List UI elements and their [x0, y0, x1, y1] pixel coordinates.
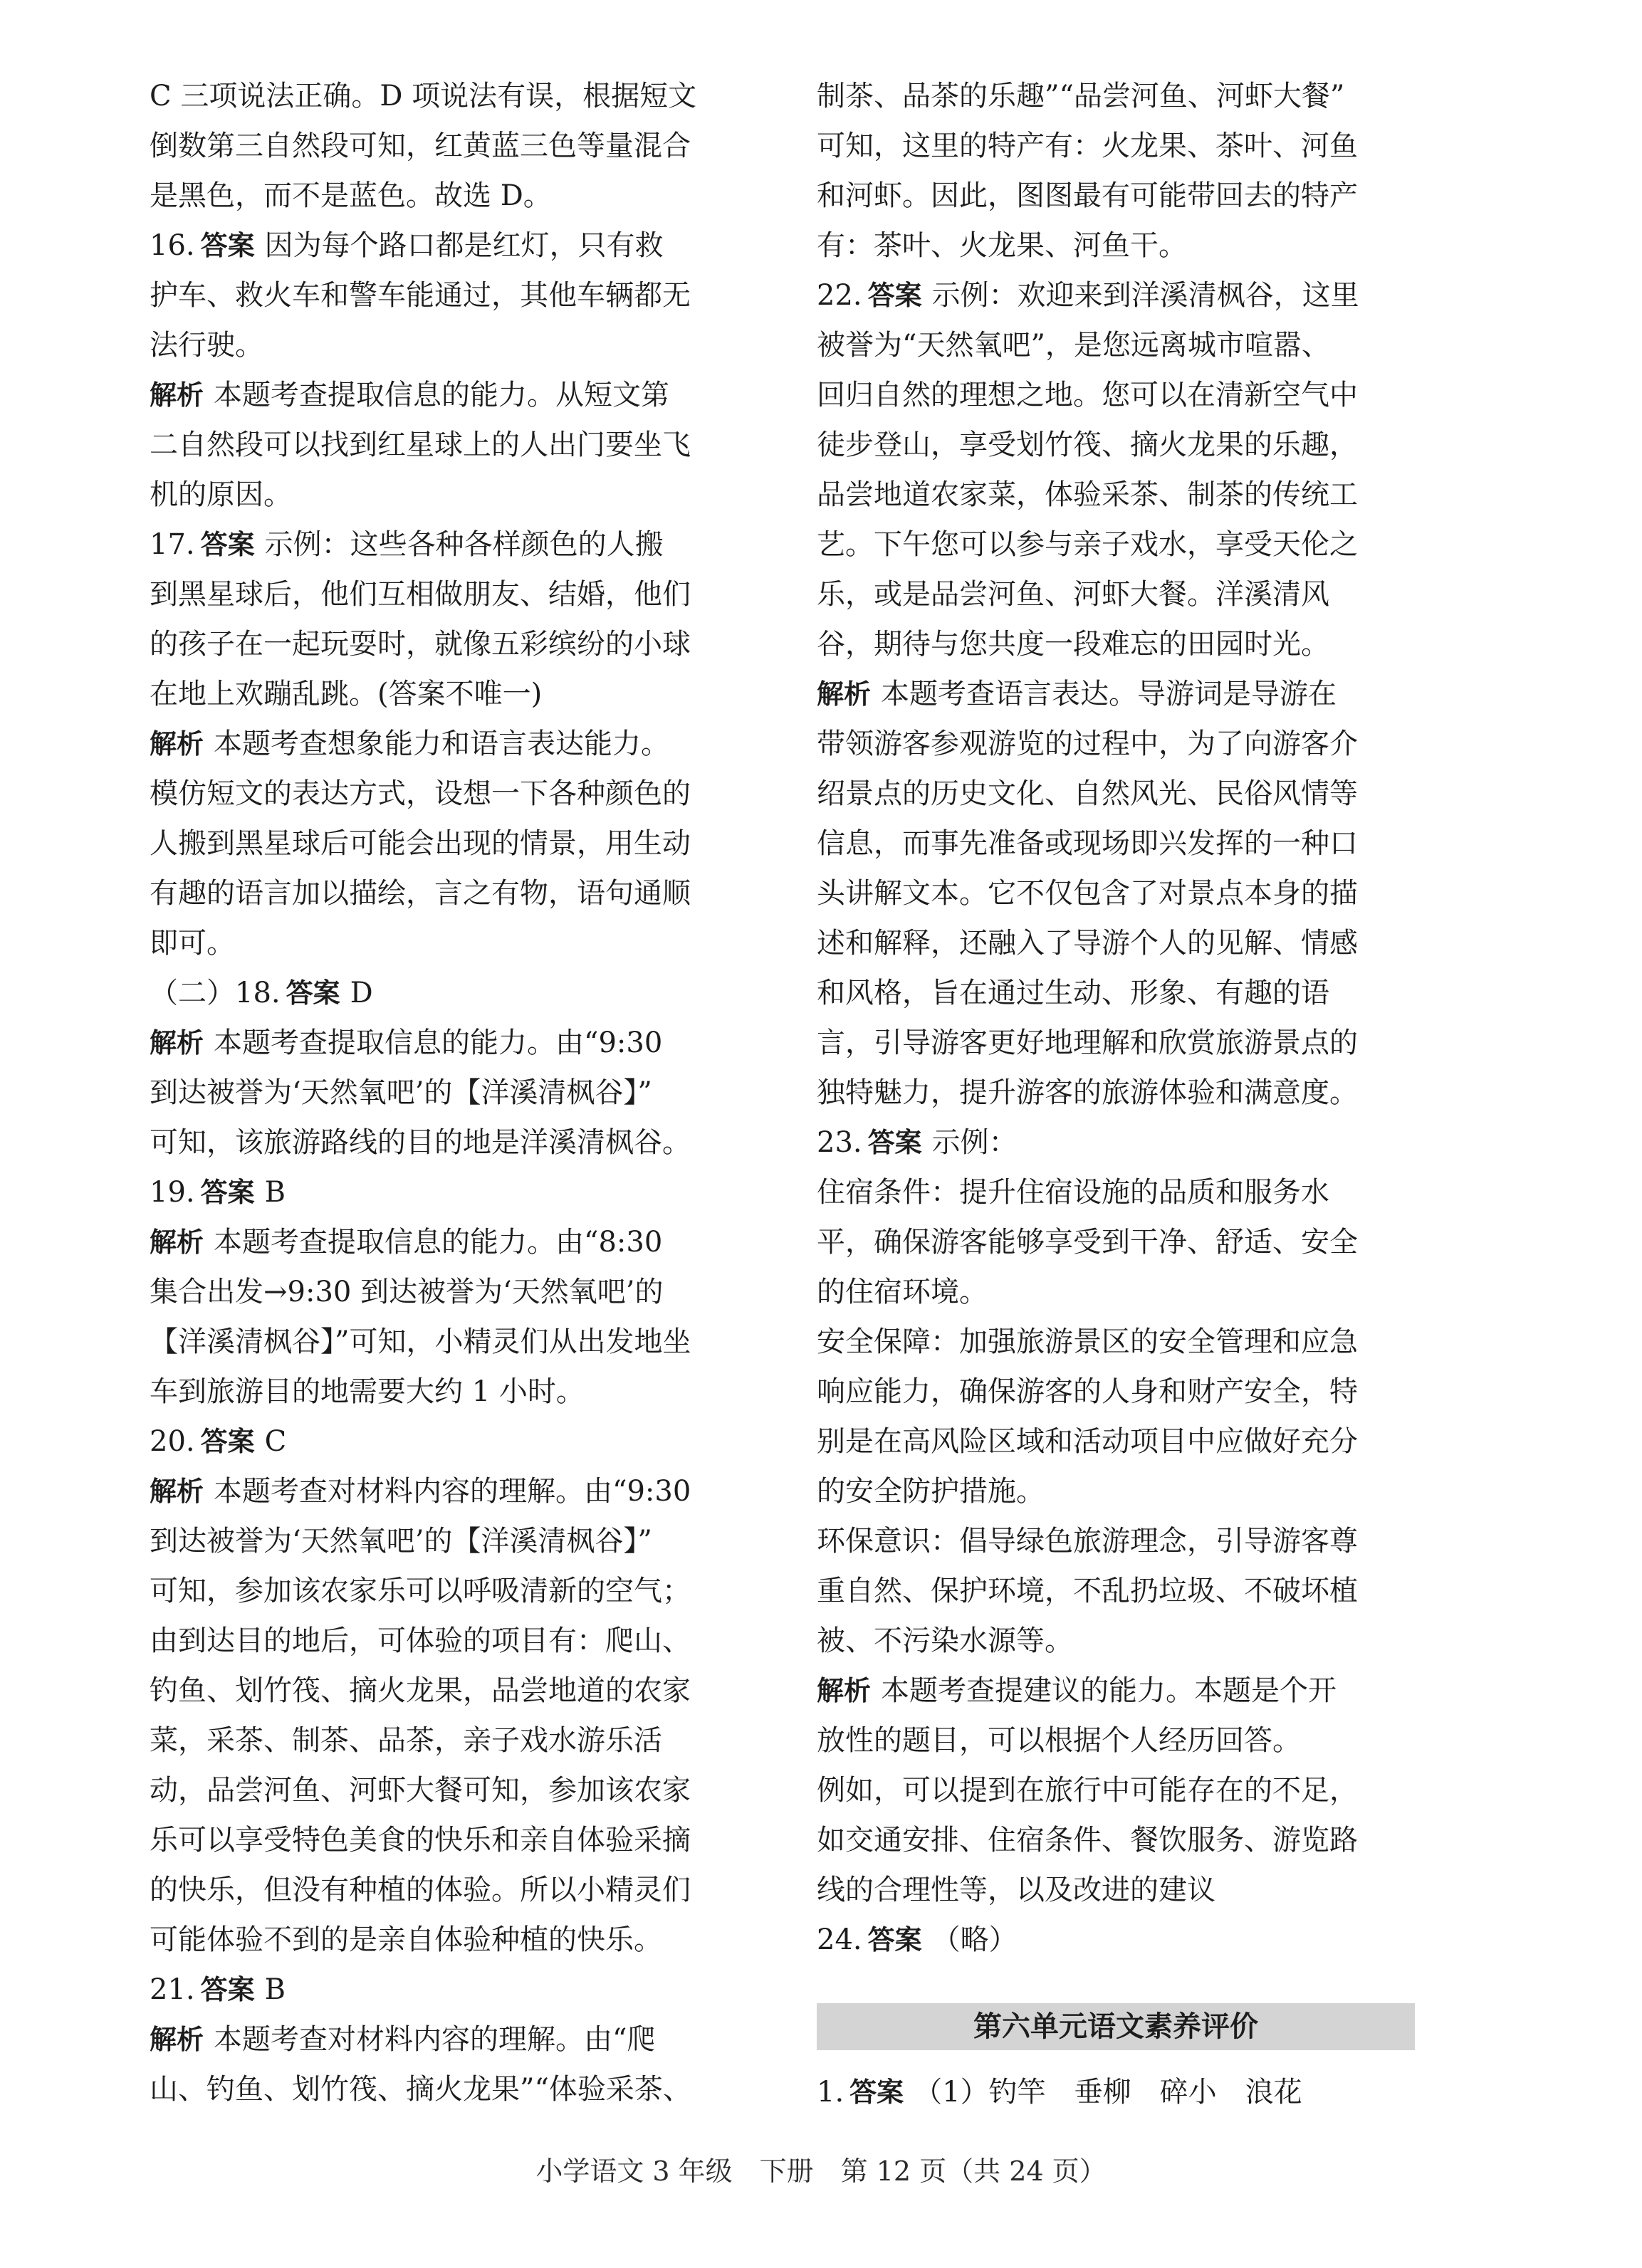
line-text: 是黑色，而不是蓝色。故选 D。 — [150, 179, 552, 212]
text-line — [150, 221, 762, 271]
text-line — [817, 819, 1429, 868]
text-line — [817, 1267, 1429, 1317]
line-text: 法行驶。 — [150, 329, 263, 362]
line-text: 头讲解文本。它不仅包含了对景点本身的描 — [817, 877, 1358, 910]
line-text: （1）钓竿 垂柳 碎小 浪花 — [914, 2076, 1302, 2109]
line-text: 和河虾。因此，图图最有可能带回去的特产 — [817, 179, 1358, 212]
text-line — [150, 1965, 762, 2015]
text-line — [817, 1865, 1429, 1915]
text-line — [150, 1466, 762, 1516]
text-line — [150, 1865, 762, 1915]
text-line — [817, 1765, 1429, 1815]
line-text: 艺。下午您可以参与亲子戏水，享受天伦之 — [817, 528, 1358, 561]
line-text: 可知，参加该农家乐可以呼吸清新的空气； — [150, 1575, 691, 1607]
text-line — [817, 2067, 1429, 2117]
text-line — [817, 669, 1429, 719]
line-text: 模仿短文的表达方式，设想一下各种颜色的 — [150, 777, 691, 810]
text-line — [817, 1417, 1429, 1466]
text-line — [817, 1167, 1429, 1217]
question-number: 19. — [150, 1176, 195, 1209]
line-text: 本题考查想象能力和语言表达能力。 — [214, 728, 670, 760]
text-line — [150, 719, 762, 769]
text-line — [150, 769, 762, 819]
text-line — [817, 1118, 1429, 1167]
text-line — [150, 71, 762, 121]
line-text: 本题考查语言表达。导游词是导游在 — [881, 678, 1337, 710]
line-text: 徒步登山，享受划竹筏、摘火龙果的乐趣， — [817, 429, 1358, 461]
text-line — [150, 968, 762, 1018]
analysis-label: 解析 — [150, 2024, 204, 2055]
text-line — [817, 619, 1429, 669]
line-text: 的快乐，但没有种植的体验。所以小精灵们 — [150, 1874, 691, 1906]
text-line — [817, 171, 1429, 221]
text-line — [150, 1566, 762, 1616]
line-text: 谷，期待与您共度一段难忘的田园时光。 — [817, 628, 1329, 661]
question-number: （二）18. — [150, 977, 281, 1009]
answer-label: 答案 — [200, 529, 255, 560]
answer-label: 答案 — [200, 1974, 255, 2005]
text-line — [817, 1068, 1429, 1118]
line-text: 被誉为“天然氧吧”，是您远离城市喧嚣、 — [817, 329, 1330, 362]
text-line — [150, 171, 762, 221]
line-text: 本题考查提建议的能力。本题是个开 — [881, 1674, 1337, 1707]
line-text: 制茶、品茶的乐趣”“品尝河鱼、河虾大餐” — [817, 80, 1345, 112]
text-line — [817, 1367, 1429, 1417]
line-text: 带领游客参观游览的过程中，为了向游客介 — [817, 728, 1358, 760]
answer-label: 答案 — [200, 1177, 255, 1208]
text-line — [817, 769, 1429, 819]
text-line — [817, 968, 1429, 1018]
text-line — [150, 420, 762, 470]
text-line — [150, 1217, 762, 1267]
line-text: 言，引导游客更好地理解和欣赏旅游景点的 — [817, 1027, 1358, 1059]
text-line — [817, 1317, 1429, 1367]
text-line — [817, 1666, 1429, 1716]
line-text: C — [264, 1425, 287, 1458]
line-text: C 三项说法正确。D 项说法有误，根据短文 — [150, 80, 697, 112]
line-text: 本题考查对材料内容的理解。由“爬 — [214, 2023, 656, 2056]
line-text: 二自然段可以找到红星球上的人出门要坐飞 — [150, 429, 691, 461]
line-text: 山、钓鱼、划竹筏、摘火龙果”“体验采茶、 — [150, 2073, 691, 2106]
line-text: 回归自然的理想之地。您可以在清新空气中 — [817, 379, 1358, 411]
answer-label: 答案 — [200, 1426, 255, 1457]
line-text: 到达被誉为‘天然氧吧’的【洋溪清枫谷】” — [150, 1076, 652, 1109]
line-text: 本题考查对材料内容的理解。由“9:30 — [214, 1475, 691, 1508]
answer-label: 答案 — [867, 1127, 922, 1158]
text-line — [150, 819, 762, 868]
line-text: 放性的题目，可以根据个人经历回答。 — [817, 1724, 1301, 1757]
page-footer: 小学语文 3 年级 下册 第 12 页（共 24 页） — [535, 2156, 1107, 2187]
question-number: 23. — [817, 1126, 862, 1159]
line-text: D — [350, 977, 373, 1009]
text-line — [817, 719, 1429, 769]
text-line — [150, 370, 762, 420]
line-text: 钓鱼、划竹筏、摘火龙果，品尝地道的农家 — [150, 1674, 691, 1707]
text-line — [817, 1915, 1429, 1965]
line-text: 安全保障：加强旅游景区的安全管理和应急 — [817, 1325, 1358, 1358]
text-line — [817, 1217, 1429, 1267]
analysis-label: 解析 — [150, 1227, 204, 1258]
question-number: 17. — [150, 528, 195, 561]
text-line — [817, 1566, 1429, 1616]
left-column — [150, 71, 762, 2114]
line-text: 别是在高风险区域和活动项目中应做好充分 — [817, 1425, 1358, 1458]
text-line — [150, 1765, 762, 1815]
analysis-label: 解析 — [817, 678, 872, 710]
text-line — [150, 619, 762, 669]
line-text: 车到旅游目的地需要大约 1 小时。 — [150, 1375, 585, 1408]
line-text: 乐可以享受特色美食的快乐和亲自体验采摘 — [150, 1824, 691, 1857]
line-text: 因为每个路口都是红灯，只有救 — [264, 229, 664, 262]
line-text: 在地上欢蹦乱跳。(答案不唯一) — [150, 678, 543, 710]
text-line — [150, 1417, 762, 1466]
line-text: 可能体验不到的是亲自体验种植的快乐。 — [150, 1923, 662, 1956]
analysis-label: 解析 — [817, 1675, 872, 1706]
analysis-label: 解析 — [150, 379, 204, 411]
text-line — [817, 1716, 1429, 1765]
question-number: 20. — [150, 1425, 195, 1458]
line-text: 本题考查提取信息的能力。由“9:30 — [214, 1027, 663, 1059]
line-text: B — [264, 1176, 286, 1209]
line-text: 有：茶叶、火龙果、河鱼干。 — [817, 229, 1187, 262]
line-text: 由到达目的地后，可体验的项目有：爬山、 — [150, 1624, 691, 1657]
line-text: 示例： — [931, 1126, 1018, 1159]
line-text: 机的原因。 — [150, 478, 292, 511]
line-text: 到黑星球后，他们互相做朋友、结婚，他们 — [150, 578, 691, 611]
line-text: 绍景点的历史文化、自然风光、民俗风情等 — [817, 777, 1358, 810]
answer-label: 答案 — [849, 2077, 904, 2108]
text-line — [150, 669, 762, 719]
text-line — [150, 1167, 762, 1217]
text-line — [150, 868, 762, 918]
line-text: 住宿条件：提升住宿设施的品质和服务水 — [817, 1176, 1329, 1209]
line-text: 菜，采茶、制茶、品茶，亲子戏水游乐活 — [150, 1724, 662, 1757]
line-text: 重自然、保护环境，不乱扔垃圾、不破坏植 — [817, 1575, 1358, 1607]
text-line — [817, 71, 1429, 121]
line-text: 的住宿环境。 — [817, 1276, 988, 1308]
text-line — [150, 1915, 762, 1965]
line-text: 的孩子在一起玩耍时，就像五彩缤纷的小球 — [150, 628, 691, 661]
text-line — [150, 1018, 762, 1068]
text-line — [150, 1716, 762, 1765]
text-line — [150, 918, 762, 968]
line-text: 示例：这些各种各样颜色的人搬 — [264, 528, 664, 561]
line-text: 乐，或是品尝河鱼、河虾大餐。洋溪清风 — [817, 578, 1329, 611]
line-text: 本题考查提取信息的能力。由“8:30 — [214, 1226, 663, 1259]
line-text: 可知，该旅游路线的目的地是洋溪清枫谷。 — [150, 1126, 691, 1159]
text-line — [817, 1516, 1429, 1566]
analysis-label: 解析 — [150, 1027, 204, 1059]
text-line — [150, 1616, 762, 1666]
question-number: 21. — [150, 1973, 195, 2006]
line-text: 线的合理性等，以及改进的建议 — [817, 1874, 1215, 1906]
line-text: 有趣的语言加以描绘，言之有物，语句通顺 — [150, 877, 691, 910]
text-line — [817, 1466, 1429, 1516]
text-line — [150, 1666, 762, 1716]
line-text: 品尝地道农家菜，体验采茶、制茶的传统工 — [817, 478, 1358, 511]
text-line — [150, 1367, 762, 1417]
answer-label: 答案 — [286, 977, 340, 1009]
text-line — [150, 1068, 762, 1118]
section-header: 第六单元语文素养评价 — [817, 2003, 1415, 2050]
line-text: 环保意识：倡导绿色旅游理念，引导游客尊 — [817, 1525, 1358, 1558]
line-text: B — [264, 1973, 286, 2006]
text-line — [150, 1815, 762, 1865]
line-text: 的安全防护措施。 — [817, 1475, 1045, 1508]
line-text: 到达被誉为‘天然氧吧’的【洋溪清枫谷】” — [150, 1525, 652, 1558]
text-line — [817, 420, 1429, 470]
line-text: 响应能力，确保游客的人身和财产安全，特 — [817, 1375, 1358, 1408]
answer-label: 答案 — [200, 230, 255, 261]
line-text: 和风格，旨在通过生动、形象、有趣的语 — [817, 977, 1329, 1009]
question-number: 1. — [817, 2076, 844, 2109]
text-line — [817, 1616, 1429, 1666]
line-text: 动，品尝河鱼、河虾大餐可知，参加该农家 — [150, 1774, 691, 1807]
answer-label: 答案 — [867, 280, 922, 311]
line-text: 述和解释，还融入了导游个人的见解、情感 — [817, 927, 1358, 960]
analysis-label: 解析 — [150, 1476, 204, 1507]
line-text: 人搬到黑星球后可能会出现的情景，用生动 — [150, 827, 691, 860]
text-line — [817, 320, 1429, 370]
text-line — [817, 1018, 1429, 1068]
section-content — [817, 2067, 1429, 2117]
text-line — [150, 271, 762, 320]
line-text: 集合出发→9:30 到达被誉为‘天然氧吧’的 — [150, 1276, 664, 1308]
line-text: 即可。 — [150, 927, 235, 960]
text-line — [150, 569, 762, 619]
text-line — [817, 918, 1429, 968]
text-line — [150, 1118, 762, 1167]
text-line — [817, 271, 1429, 320]
line-text: 倒数第三自然段可知，红黄蓝三色等量混合 — [150, 130, 691, 162]
line-text: 本题考查提取信息的能力。从短文第 — [214, 379, 670, 411]
text-line — [817, 370, 1429, 420]
text-line — [150, 1317, 762, 1367]
text-line — [817, 121, 1429, 171]
text-line — [817, 520, 1429, 569]
text-line — [150, 2015, 762, 2064]
line-text: 可知，这里的特产有：火龙果、茶叶、河鱼 — [817, 130, 1358, 162]
line-text: 【洋溪清枫谷】”可知，小精灵们从出发地坐 — [150, 1325, 691, 1358]
line-text: 护车、救火车和警车能通过，其他车辆都无 — [150, 279, 691, 312]
text-line — [150, 1516, 762, 1566]
answer-label: 答案 — [867, 1924, 922, 1955]
text-line — [150, 121, 762, 171]
text-line — [817, 868, 1429, 918]
text-line — [150, 520, 762, 569]
line-text: 信息，而事先准备或现场即兴发挥的一种口 — [817, 827, 1358, 860]
text-line — [150, 1267, 762, 1317]
text-line — [817, 470, 1429, 520]
line-text: 平，确保游客能够享受到干净、舒适、安全 — [817, 1226, 1358, 1259]
text-line — [817, 1815, 1429, 1865]
text-line — [150, 470, 762, 520]
analysis-label: 解析 — [150, 728, 204, 760]
question-number: 22. — [817, 279, 862, 312]
right-column — [817, 71, 1429, 1965]
text-line — [817, 569, 1429, 619]
line-text: 示例：欢迎来到洋溪清枫谷，这里 — [931, 279, 1359, 312]
line-text: 独特魅力，提升游客的旅游体验和满意度。 — [817, 1076, 1358, 1109]
question-number: 24. — [817, 1923, 862, 1956]
text-line — [817, 221, 1429, 271]
text-line — [150, 2064, 762, 2114]
line-text: 被、不污染水源等。 — [817, 1624, 1073, 1657]
line-text: 例如，可以提到在旅行中可能存在的不足， — [817, 1774, 1358, 1807]
line-text: （略） — [931, 1923, 1018, 1956]
line-text: 如交通安排、住宿条件、餐饮服务、游览路 — [817, 1824, 1358, 1857]
question-number: 16. — [150, 229, 195, 262]
text-line — [150, 320, 762, 370]
